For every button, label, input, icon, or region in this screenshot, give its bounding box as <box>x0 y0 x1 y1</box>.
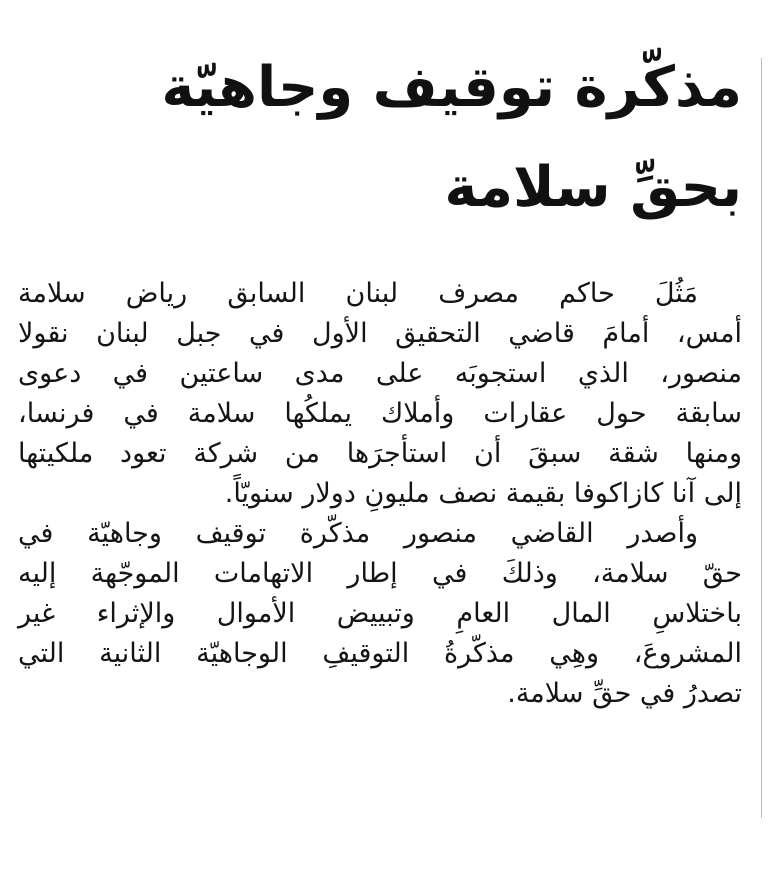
headline-line-2: بحقِّ سلامة <box>444 155 742 220</box>
paragraph-line: المشروعَ، وهِي مذكّرةُ التوقيفِ الوجاهيّة الثانية التي <box>18 638 742 669</box>
paragraph-line: وأصدر القاضي منصور مذكّرة توقيف وجاهيّة في <box>18 518 698 549</box>
paragraph-line: سابقة حول عقارات وأملاك يملكُها سلامة في فرنسا، <box>18 398 742 429</box>
headline-line-1: مذكّرة توقيف وجاهيّة <box>161 55 742 120</box>
paragraph-2 <box>18 514 742 714</box>
paragraph-line: أمس، أمامَ قاضي التحقيق الأول في جبل لبنان نقولا <box>18 318 742 349</box>
paragraph-line: ومنها شقة سبقَ أن استأجرَها من شركة تعود ملكيتها <box>18 438 742 469</box>
headline <box>18 38 742 238</box>
paragraph-line: منصور، الذي استجوبَه على مدى ساعتين في دعوى <box>18 358 742 389</box>
paragraph-1 <box>18 274 742 514</box>
article-body <box>18 274 742 714</box>
column-divider <box>761 58 762 818</box>
paragraph-line: إلى آنا كازاكوفا بقيمة نصف مليونِ دولار سنويّاً. <box>224 478 742 509</box>
article <box>18 38 742 714</box>
paragraph-line: حقّ سلامة، وذلكَ في إطار الاتهامات الموجّهة إليه <box>18 558 742 589</box>
paragraph-line: تصدرُ في حقِّ سلامة. <box>507 678 742 709</box>
paragraph-line: باختلاسِ المال العامِ وتبييض الأموال والإثراء غير <box>18 598 742 629</box>
paragraph-line: مَثُلَ حاكم مصرف لبنان السابق رياض سلامة <box>18 278 698 309</box>
